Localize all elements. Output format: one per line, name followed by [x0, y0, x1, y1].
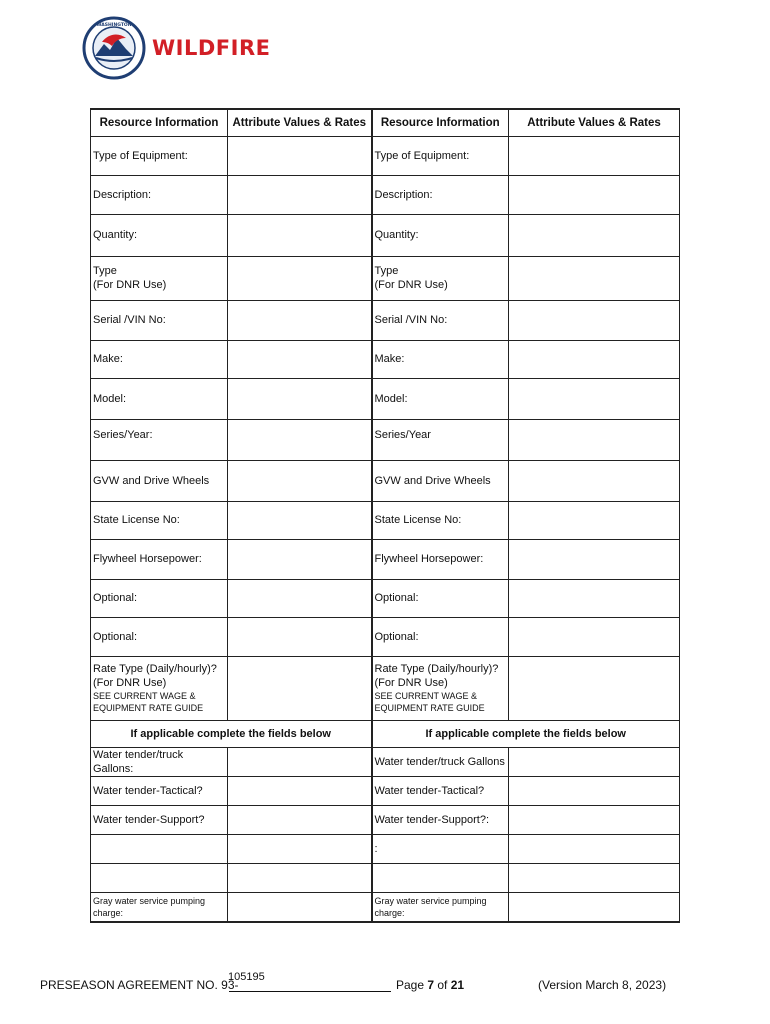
row-label-left — [91, 256, 228, 300]
value-field-left[interactable] — [228, 460, 372, 501]
rate-type-dnr-use: (For DNR Use) — [93, 677, 167, 689]
row-label-right: State License No: — [372, 501, 509, 539]
row-label-left: Serial /VIN No: — [91, 300, 228, 340]
gray-water-row — [91, 892, 680, 922]
row-label-right: Optional: — [372, 579, 509, 617]
blank-label-right[interactable]: : — [372, 834, 509, 863]
value-field-left[interactable] — [228, 214, 372, 256]
row-label-right: Flywheel Horsepower: — [372, 539, 509, 579]
value-field-right[interactable] — [509, 834, 680, 863]
type-label: Type — [374, 265, 399, 277]
value-field-left[interactable] — [228, 378, 372, 419]
row-label-left: Make: — [91, 340, 228, 378]
value-field-right[interactable] — [509, 340, 680, 378]
equipment-resource-table — [90, 108, 680, 923]
blank-label-right[interactable] — [372, 863, 509, 892]
table-row — [91, 460, 680, 501]
value-field-left[interactable] — [228, 419, 372, 460]
table-row — [91, 539, 680, 579]
water-support-label-left: Water tender-Support? — [91, 805, 228, 834]
table-row — [91, 805, 680, 834]
value-field-left[interactable] — [228, 656, 372, 720]
rate-type-label-right — [372, 656, 509, 720]
value-field-right[interactable] — [509, 300, 680, 340]
gray-water-line1: Gray water service pumping — [374, 895, 487, 906]
value-field-left[interactable] — [228, 175, 372, 214]
table-row — [91, 340, 680, 378]
row-label-left: Series/Year: — [91, 419, 228, 460]
gray-water-label-left — [91, 892, 228, 922]
row-label-left: Optional: — [91, 579, 228, 617]
wildfire-wordmark: WILDFIRE — [152, 36, 271, 60]
page-total: 21 — [450, 978, 465, 992]
row-label-right: GVW and Drive Wheels — [372, 460, 509, 501]
value-field-left[interactable] — [228, 805, 372, 834]
value-field-left[interactable] — [228, 136, 372, 175]
rate-type-question: Rate Type (Daily/hourly)? — [374, 663, 499, 675]
value-field-right[interactable] — [509, 175, 680, 214]
row-label-right: Make: — [372, 340, 509, 378]
rate-type-row — [91, 656, 680, 720]
rate-guide-note-line2: EQUIPMENT RATE GUIDE — [93, 703, 204, 713]
water-gallons-label-left: Water tender/truck Gallons: — [91, 747, 228, 776]
water-gallons-label-right: Water tender/truck Gallons — [372, 747, 509, 776]
section-header-left: If applicable complete the fields below — [91, 720, 372, 747]
value-field-right[interactable] — [509, 136, 680, 175]
value-field-right[interactable] — [509, 747, 680, 776]
value-field-right[interactable] — [509, 256, 680, 300]
dnr-wildfire-logo — [82, 16, 271, 80]
value-field-left[interactable] — [228, 776, 372, 805]
table-row — [91, 175, 680, 214]
page-footer — [40, 971, 720, 996]
table-row — [91, 834, 680, 863]
table-row — [91, 136, 680, 175]
value-field-left[interactable] — [228, 863, 372, 892]
water-tactical-label-left: Water tender-Tactical? — [91, 776, 228, 805]
gray-water-line1: Gray water service pumping — [93, 895, 206, 906]
value-field-left[interactable] — [228, 892, 372, 922]
rate-type-question: Rate Type (Daily/hourly)? — [93, 663, 217, 675]
dnr-use-label: (For DNR Use) — [93, 279, 167, 291]
rate-guide-note-line1: SEE CURRENT WAGE & — [93, 691, 196, 701]
water-support-label-right: Water tender-Support?: — [372, 805, 509, 834]
type-label: Type — [93, 265, 117, 277]
row-label-left: Optional: — [91, 617, 228, 656]
header-resource-info-left: Resource Information — [91, 109, 228, 136]
table-row — [91, 579, 680, 617]
section-header-row — [91, 720, 680, 747]
water-tactical-label-right: Water tender-Tactical? — [372, 776, 509, 805]
table-row — [91, 776, 680, 805]
value-field-right[interactable] — [509, 579, 680, 617]
header-resource-info-right: Resource Information — [372, 109, 509, 136]
value-field-right[interactable] — [509, 805, 680, 834]
value-field-right[interactable] — [509, 656, 680, 720]
page-indicator — [396, 978, 464, 992]
value-field-left[interactable] — [228, 501, 372, 539]
row-label-right: Type of Equipment: — [372, 136, 509, 175]
row-label-left: GVW and Drive Wheels — [91, 460, 228, 501]
value-field-left[interactable] — [228, 617, 372, 656]
value-field-left[interactable] — [228, 340, 372, 378]
value-field-right[interactable] — [509, 460, 680, 501]
rate-type-dnr-use: (For DNR Use) — [374, 677, 448, 689]
agreement-number: 105195 — [228, 971, 265, 983]
row-label-right — [372, 256, 509, 300]
value-field-left[interactable] — [228, 834, 372, 863]
gray-water-line2: charge: — [374, 907, 405, 918]
gray-water-label-right — [372, 892, 509, 922]
table-row — [91, 300, 680, 340]
row-label-right: Optional: — [372, 617, 509, 656]
row-label-right: Quantity: — [372, 214, 509, 256]
row-label-right: Serial /VIN No: — [372, 300, 509, 340]
value-field-right[interactable] — [509, 214, 680, 256]
header-attribute-values-right: Attribute Values & Rates — [509, 109, 680, 136]
value-field-left[interactable] — [228, 256, 372, 300]
value-field-right[interactable] — [509, 419, 680, 460]
page-of: of — [434, 978, 451, 992]
value-field-right[interactable] — [509, 539, 680, 579]
value-field-left[interactable] — [228, 747, 372, 776]
value-field-left[interactable] — [228, 539, 372, 579]
row-label-left: Type of Equipment: — [91, 136, 228, 175]
value-field-left[interactable] — [228, 579, 372, 617]
table-row — [91, 747, 680, 776]
rate-type-label-left — [91, 656, 228, 720]
row-label-right: Model: — [372, 378, 509, 419]
row-label-left: Model: — [91, 378, 228, 419]
table-header-row — [91, 109, 680, 136]
gray-water-line2: charge: — [93, 907, 124, 918]
agreement-number-underline — [229, 991, 391, 992]
row-label-left: Flywheel Horsepower: — [91, 539, 228, 579]
version-label: (Version March 8, 2023) — [538, 978, 667, 992]
header-attribute-values-left: Attribute Values & Rates — [228, 109, 372, 136]
value-field-right[interactable] — [509, 776, 680, 805]
page-current: 7 — [427, 978, 435, 992]
table-row — [91, 419, 680, 460]
table-row — [91, 256, 680, 300]
section-header-right: If applicable complete the fields below — [372, 720, 680, 747]
row-label-left: State License No: — [91, 501, 228, 539]
value-field-right[interactable] — [509, 892, 680, 922]
blank-label-left[interactable] — [91, 834, 228, 863]
table-row — [91, 617, 680, 656]
value-field-right[interactable] — [509, 501, 680, 539]
table-row — [91, 214, 680, 256]
agreement-label: PRESEASON AGREEMENT NO. 93- — [40, 978, 239, 992]
row-label-left: Description: — [91, 175, 228, 214]
value-field-right[interactable] — [509, 617, 680, 656]
table-row — [91, 863, 680, 892]
value-field-left[interactable] — [228, 300, 372, 340]
page-prefix: Page — [396, 978, 428, 992]
blank-label-left[interactable] — [91, 863, 228, 892]
row-label-left: Quantity: — [91, 214, 228, 256]
rate-guide-note-line2: EQUIPMENT RATE GUIDE — [374, 703, 485, 713]
svg-text:WASHINGTON: WASHINGTON — [96, 23, 132, 28]
dnr-use-label: (For DNR Use) — [374, 279, 448, 291]
table-row — [91, 501, 680, 539]
row-label-right: Series/Year — [372, 419, 509, 460]
row-label-right: Description: — [372, 175, 509, 214]
value-field-right[interactable] — [509, 863, 680, 892]
rate-guide-note-line1: SEE CURRENT WAGE & — [374, 691, 478, 701]
table-row — [91, 378, 680, 419]
value-field-right[interactable] — [509, 378, 680, 419]
dnr-seal-icon — [82, 16, 146, 80]
